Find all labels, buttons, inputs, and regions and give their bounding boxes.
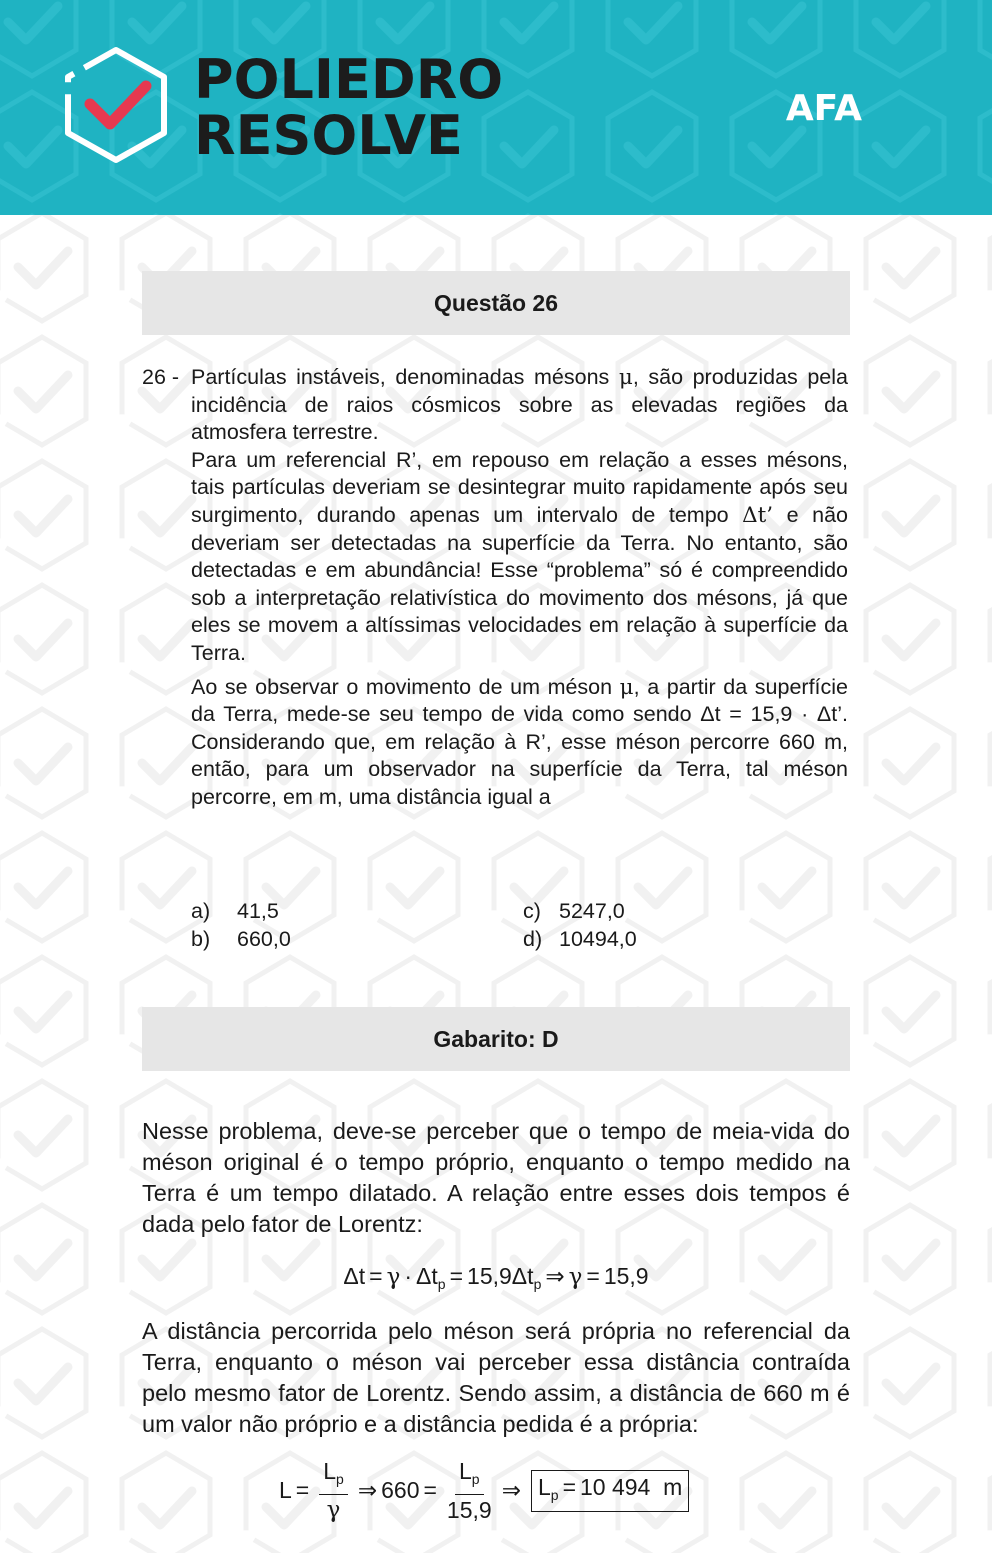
option-b: b) 660,0 — [191, 927, 291, 951]
fraction-lp-over-15-9: $\frac{L_p}{15,9}$ — [446, 1458, 492, 1523]
exam-name: AFA — [785, 88, 862, 129]
question-paragraph-2: Para um referencial R’, em repouso em relação a esses mésons, tais partículas deveriam se desintegrar muito rapidamente após seu surgimento, durando apenas um intervalo de tempo Δt’ e não deveriam ser detectadas na superfície da Terra. No entanto, são detectadas e em abundância! Esse “problema” só é compreendido sob a interpretação relativística do movimento dos mésons, já que eles se movem a altíssimas velocidades em relação à superfície da Terra. — [191, 447, 849, 665]
answer-key-title: Gabarito: D — [433, 1025, 559, 1052]
mu-symbol: μ — [618, 365, 633, 390]
fraction-lp-over-gamma: $\frac{L_p}{\gamma}$ — [319, 1458, 348, 1523]
option-c: c) 5247,0 — [523, 899, 625, 923]
question-title: Questão 26 — [434, 289, 558, 316]
resolution-paragraph-1: Nesse problema, deve-se perceber que o tempo de meia-vida do méson original é o tempo próprio, enquanto o tempo medido na Terra é um tempo dilatado. A relação entre esses dois tempos é dada pelo fator de Lorentz: — [142, 1118, 850, 1237]
final-answer-box: $L_p = 10$ 494 m — [531, 1470, 689, 1512]
answer-key-bar — [142, 1007, 850, 1071]
question-paragraph-1: Partículas instáveis, denominadas mésons μ, são produzidas pela incidência de raios cósmicos sobre as elevadas regiões da atmosfera terrestre. — [191, 365, 848, 445]
brand-line-2: RESOLVE — [194, 104, 463, 167]
lorentz-factor-equation: $\Delta t = \gamma \cdot \Delta t_p = 15,9\Delta t_p$ ⇒ γ = 15,9 — [343, 1263, 649, 1292]
option-a: a) 41,5 — [191, 899, 279, 923]
delta-t-prime: Δt’ — [742, 502, 774, 528]
mu-symbol: μ — [619, 674, 634, 700]
question-statement — [142, 364, 848, 812]
question-number: 26 - — [142, 365, 180, 389]
proper-length-equation: L = $\frac{L_p}{\gamma}$ ⇒ 660 = $\frac{L_p}{15,9}$ ⇒ $L_p = 10$ 494 m — [279, 1458, 689, 1523]
question-paragraph-3: Ao se observar o movimento de um méson μ, a partir da superfície da Terra, mede-se seu tempo de vida como sendo Δt = 15,9 · Δt’. Considerando que, em relação à R’, esse méson percorre 660 m, então, para um observador na superfície da Terra, tal méson percorre, em m, uma distância igual a — [191, 674, 848, 809]
option-d: d) 10494,0 — [523, 927, 637, 951]
time-dilation-inline-equation: Δt = 15,9 · Δt’. — [700, 702, 848, 727]
brand-line-1: POLIEDRO — [194, 48, 504, 111]
question-title-bar — [142, 271, 850, 335]
resolution-paragraph-2: A distância percorrida pelo méson será própria no referencial da Terra, enquanto o méson vai perceber essa distância contraída pelo mesmo fator de Lorentz. Sendo assim, a distância de 660 m é um valor não próprio e a distância pedida é a própria: — [142, 1318, 850, 1437]
